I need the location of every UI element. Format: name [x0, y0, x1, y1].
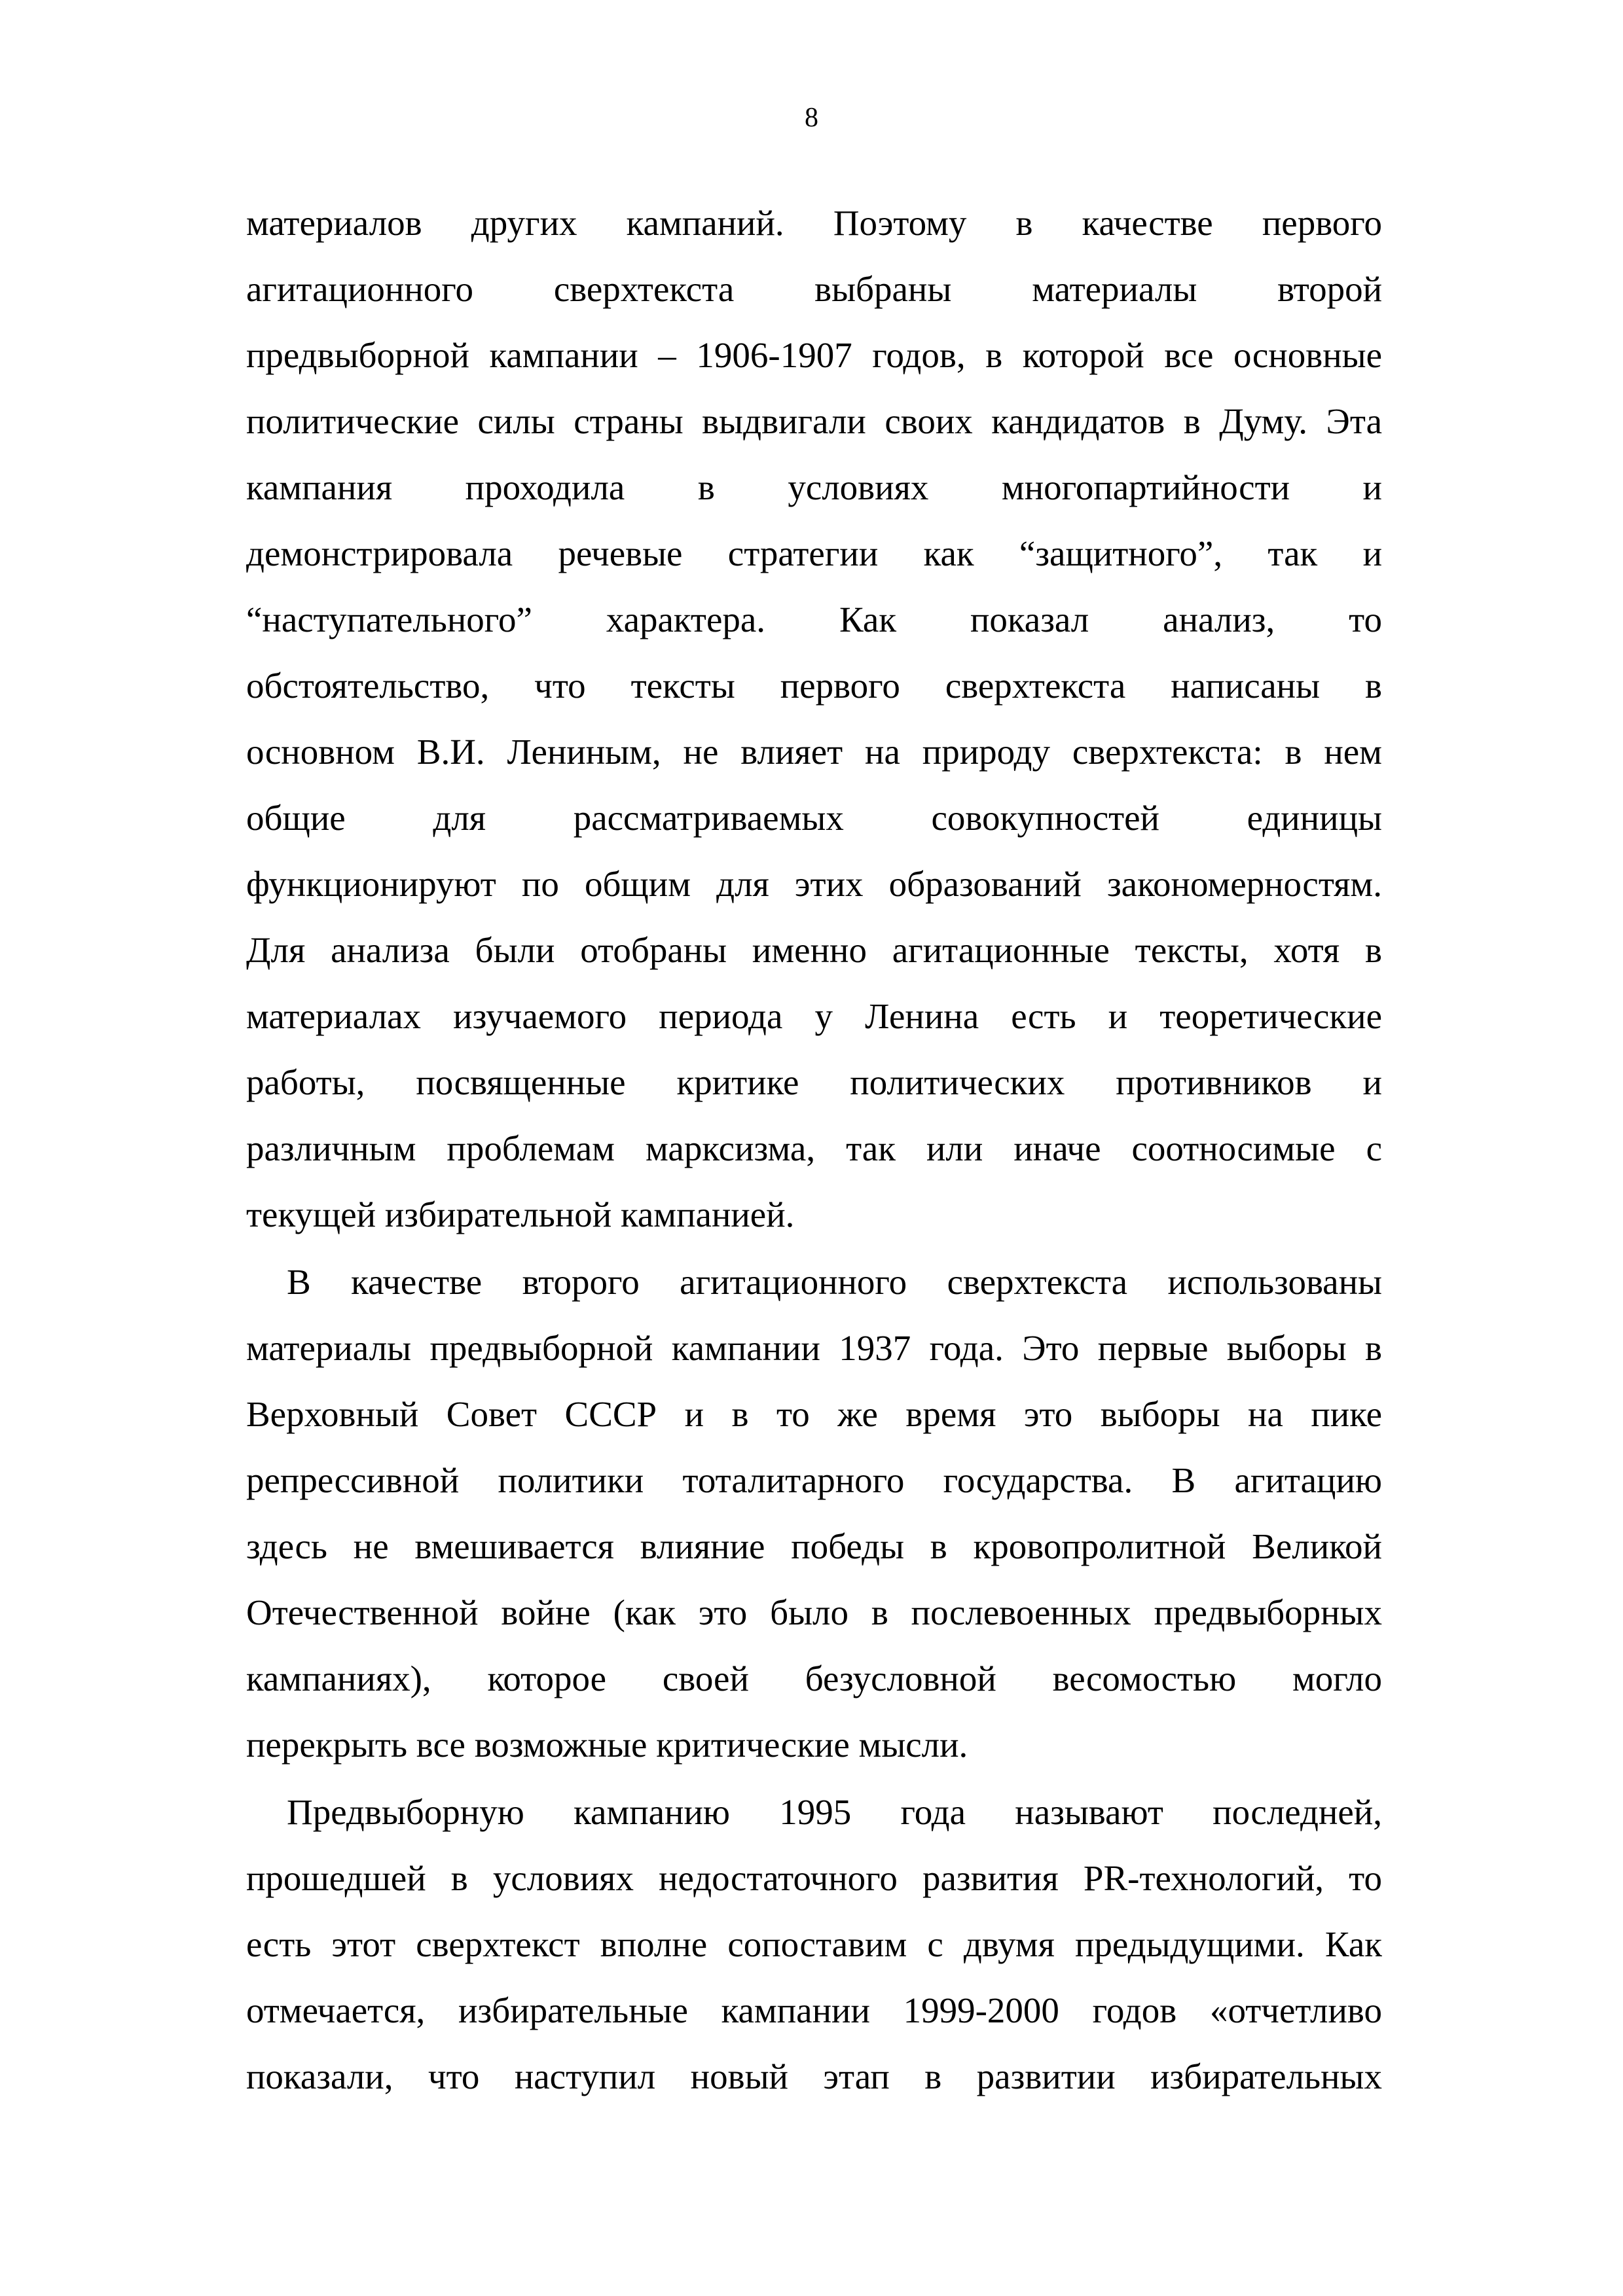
text-line: Предвыборную кампанию 1995 года называют последней, — [287, 1792, 1382, 1832]
text-line: обстоятельство, что тексты первого сверхтекста написаны в — [246, 666, 1382, 706]
paragraph — [246, 190, 1382, 1247]
text-line: кампания проходила в условиях многопартийности и — [246, 467, 1382, 507]
text-line: общие для рассматриваемых совокупностей единицы — [246, 798, 1382, 838]
text-line: здесь не вмешивается влияние победы в кровопролитной Великой — [246, 1526, 1382, 1566]
paragraph — [246, 1779, 1382, 2109]
text-line: “наступательного” характера. Как показал анализ, то — [246, 600, 1382, 639]
text-line: основном В.И. Лениным, не влияет на природу сверхтекста: в нем — [246, 732, 1382, 772]
page-number: 8 — [805, 103, 818, 133]
text-line: перекрыть все возможные критические мысли. — [246, 1725, 968, 1765]
text-line: отмечается, избирательные кампании 1999-2000 годов «отчетливо — [246, 1990, 1382, 2030]
text-line: В качестве второго агитационного сверхтекста использованы — [287, 1262, 1382, 1302]
text-line: политические силы страны выдвигали своих кандидатов в Думу. Эта — [246, 401, 1382, 441]
text-line: демонстрировала речевые стратегии как “защитного”, так и — [246, 533, 1382, 573]
text-line: Верховный Совет СССР и в то же время это выборы на пике — [246, 1394, 1382, 1434]
text-line: прошедшей в условиях недостаточного развития PR-технологий, то — [246, 1858, 1382, 1898]
text-line: Для анализа были отобраны именно агитационные тексты, хотя в — [246, 930, 1382, 970]
text-line: материалы предвыборной кампании 1937 года. Это первые выборы в — [246, 1328, 1382, 1368]
text-line: текущей избирательной кампанией. — [246, 1194, 795, 1234]
text-line: предвыборной кампании – 1906-1907 годов, в которой все основные — [246, 335, 1382, 375]
paragraph — [246, 1249, 1382, 1778]
text-line: показали, что наступил новый этап в развитии избирательных — [246, 2056, 1382, 2096]
text-line: Отечественной войне (как это было в послевоенных предвыборных — [246, 1592, 1382, 1632]
text-line: репрессивной политики тоталитарного государства. В агитацию — [246, 1460, 1382, 1500]
body-text — [246, 190, 1382, 2109]
text-line: материалах изучаемого периода у Ленина есть и теоретические — [246, 996, 1382, 1036]
text-line: агитационного сверхтекста выбраны материалы второй — [246, 269, 1382, 309]
text-line: материалов других кампаний. Поэтому в качестве первого — [246, 203, 1382, 243]
text-line: есть этот сверхтекст вполне сопоставим с двумя предыдущими. Как — [246, 1924, 1382, 1964]
text-line: различным проблемам марксизма, так или иначе соотносимые с — [246, 1128, 1382, 1168]
text-line: работы, посвященные критике политических противников и — [246, 1062, 1382, 1102]
text-line: кампаниях), которое своей безусловной весомостью могло — [246, 1659, 1382, 1698]
text-line: функционируют по общим для этих образований закономерностям. — [246, 864, 1382, 904]
